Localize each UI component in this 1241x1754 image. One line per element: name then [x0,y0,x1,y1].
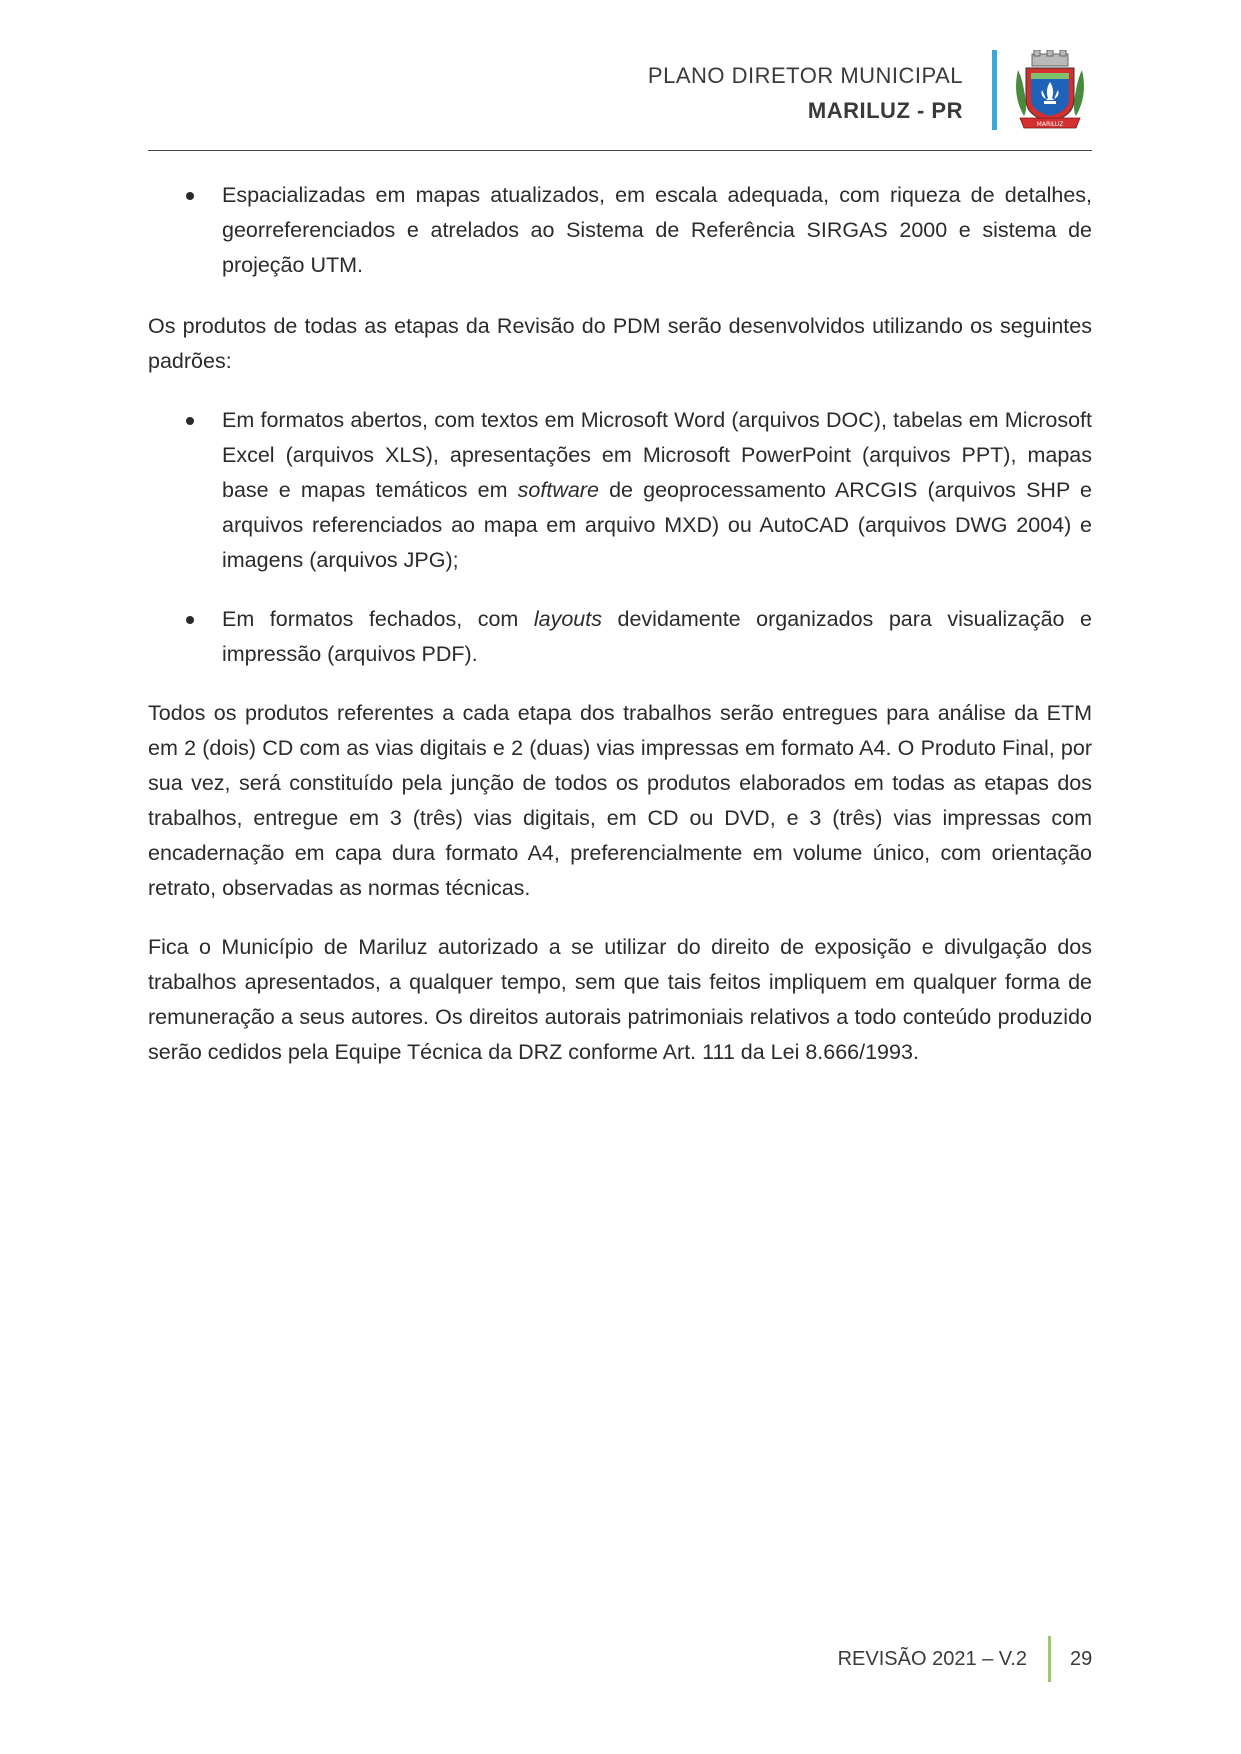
list-item-text: Em formatos fechados, com [222,607,534,631]
header-accent-bar [992,50,997,130]
paragraph: Os produtos de todas as etapas da Revisão do PDM serão desenvolvidos utilizando os seguintes padrões: [148,314,1092,373]
italic-term: software [517,478,599,502]
paragraph: Fica o Município de Mariluz autorizado a se utilizar do direito de exposição e divulgação dos trabalhos apresentados, a qualquer tempo, sem que tais feitos impliquem em qualquer forma de remuneração a seus autores. Os direitos autorais patrimoniais relativos a todo conteúdo produzido serão cedidos pela Equipe Técnica da DRZ conforme Art. 111 da Lei 8.666/1993. [148,935,1092,1064]
header-divider [148,150,1092,151]
list-item [148,602,1092,672]
italic-term: layouts [533,607,602,631]
bullet-icon [186,192,194,200]
page-header [0,0,1241,155]
list-item [148,403,1092,578]
revision-label: REVISÃO 2021 – V.2 [837,1648,1027,1670]
page-number: 29 [1070,1648,1093,1670]
document-body [148,178,1092,1094]
list-item-text: devidamente organizados para visualização e impressão (arquivos PDF). [222,607,1092,666]
footer-accent-bar [1048,1636,1051,1682]
municipality-name: MARILUZ - PR [807,98,963,123]
list-item-text: de geoprocessamento ARCGIS (arquivos SHP e arquivos referenciados ao mapa em arquivo MXD) ou AutoCAD (arquivos DWG 2004) e imagens (arquivos JPG); [222,478,1092,572]
bullet-icon [186,616,194,624]
bullet-list [148,178,1092,283]
document-title: PLANO DIRETOR MUNICIPAL [647,63,963,88]
coat-of-arms-icon [1010,50,1090,134]
bullet-list [148,403,1092,672]
svg-text:MARILUZ: MARILUZ [1036,121,1064,128]
list-item-text: Espacializadas em mapas atualizados, em escala adequada, com riqueza de detalhes, georreferenciados e atrelados ao Sistema de Referência SIRGAS 2000 e sistema de projeção UTM. [222,183,1092,277]
list-item-text: Em formatos abertos, com textos em Microsoft Word (arquivos DOC), tabelas em Microsoft Excel (arquivos XLS), apresentações em Microsoft PowerPoint (arquivos PPT), mapas base e mapas temáticos em [222,408,1092,502]
bullet-icon [186,417,194,425]
list-item [148,178,1092,283]
paragraph: Todos os produtos referentes a cada etapa dos trabalhos serão entregues para análise da ETM em 2 (dois) CD com as vias digitais e 2 (duas) vias impressas em formato A4. O Produto Final, por sua vez, será constituído pela junção de todos os produtos elaborados em todas as etapas dos trabalhos, entregue em 3 (três) vias digitais, em CD ou DVD, e 3 (três) vias impressas com encadernação em capa dura formato A4, preferencialmente em volume único, com orientação retrato, observadas as normas técnicas. [148,701,1092,900]
